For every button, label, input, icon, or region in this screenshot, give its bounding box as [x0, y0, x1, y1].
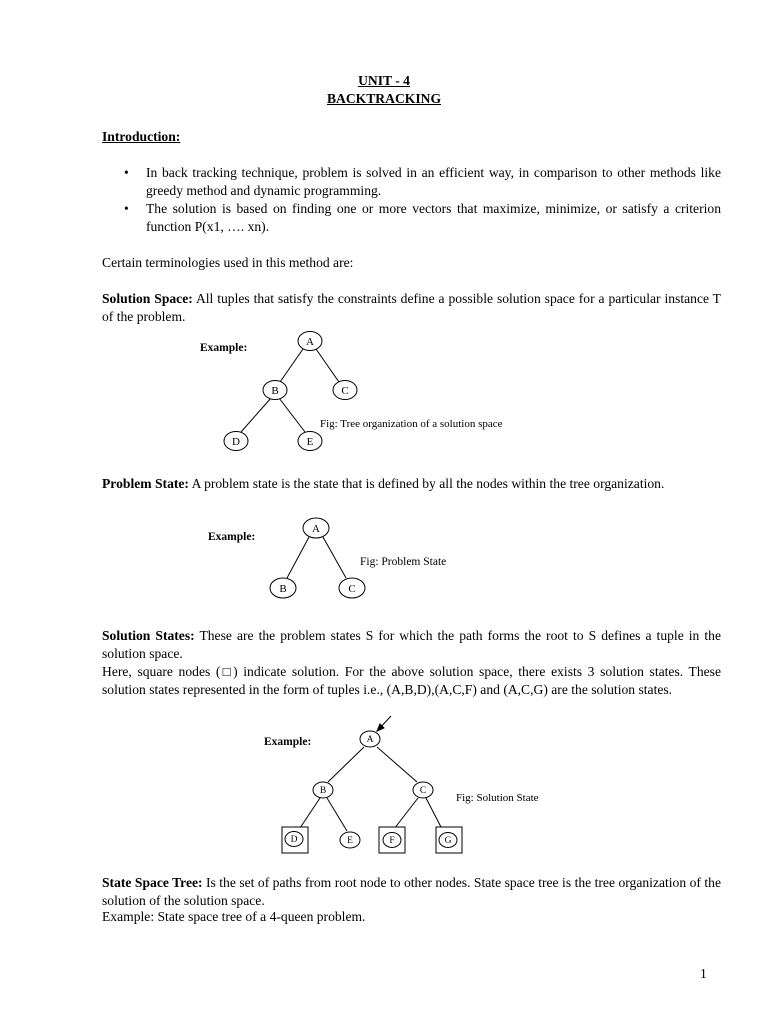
svg-text:B: B — [319, 786, 327, 796]
svg-text:C: C — [341, 385, 349, 397]
fig2-caption: Fig: Problem State — [360, 556, 447, 568]
svg-text:A: A — [366, 735, 374, 745]
solution-states-paragraph-2: Here, square nodes (□) indicate solution. For the above solution space, there exists 3 solution states. These solution states represented in the form of tuples i.e., (A,B,D),(A,C,F) and (A,C,G) are the solution states. — [102, 664, 721, 697]
svg-text:E: E — [306, 436, 314, 448]
fig3-node-f — [379, 827, 405, 853]
solution-space-paragraph: Solution Space: All tuples that satisfy the constraints define a possible solution space for a particular instance T of the problem. — [102, 291, 721, 324]
state-space-tree-paragraph: State Space Tree: Is the set of paths from root node to other nodes. State space tree is the tree organization of the solution of the solution space. — [102, 875, 721, 908]
fig3-node-d — [282, 827, 308, 853]
svg-text:F: F — [389, 836, 395, 846]
fig3-node-c — [413, 782, 433, 798]
fig3-node-g — [436, 827, 462, 853]
problem-state-term: Problem State: — [102, 476, 189, 491]
fig1-example-label: Example: — [200, 342, 248, 354]
bullet-icon: • — [124, 201, 129, 216]
solution-states-term: Solution States: — [102, 628, 195, 643]
intro-bullet-2: • The solution is based on finding one or more vectors that maximize, minimize, or satisfy a criterion function P(x1, …. xn). — [124, 201, 721, 234]
fig2-node-b — [270, 578, 296, 598]
svg-text:E: E — [347, 836, 353, 846]
problem-state-tree-figure — [200, 512, 480, 604]
page-number: 1 — [700, 966, 707, 981]
state-space-tree-term: State Space Tree: — [102, 875, 203, 890]
svg-text:G: G — [444, 836, 452, 846]
document-title: BACKTRACKING — [326, 91, 442, 106]
svg-text:A: A — [306, 336, 314, 348]
terminology-intro: Certain terminologies used in this method are: — [102, 255, 354, 270]
fig3-example-label: Example: — [264, 736, 312, 748]
svg-text:B: B — [271, 385, 279, 397]
svg-text:C: C — [419, 786, 427, 796]
fig2-node-c — [339, 578, 365, 598]
svg-text:D: D — [232, 436, 240, 448]
fig1-node-a — [298, 332, 322, 351]
unit-heading: UNIT - 4 — [358, 73, 410, 88]
fig1-node-e — [298, 432, 322, 451]
solution-state-tree-figure — [255, 712, 575, 860]
bullet-icon: • — [124, 165, 129, 180]
solution-states-paragraph: Solution States: These are the problem states S for which the path forms the root to S defines a tuple in the solution space. — [102, 628, 721, 661]
intro-heading: Introduction: — [102, 129, 181, 144]
svg-text:D: D — [290, 835, 298, 845]
fig3-node-a — [360, 731, 380, 747]
svg-text:B: B — [279, 583, 287, 595]
fig1-node-c — [333, 381, 357, 400]
intro-bullet-list — [102, 164, 721, 236]
intro-bullet-1: • In back tracking technique, problem is solved in an efficient way, in comparison to other methods like greedy method and dynamic programming. — [124, 165, 721, 198]
fig3-node-e — [340, 832, 360, 848]
solution-space-tree-figure — [190, 328, 570, 456]
fig1-caption: Fig: Tree organization of a solution space — [320, 418, 503, 430]
fig3-caption: Fig: Solution State — [456, 792, 539, 804]
fig1-node-d — [224, 432, 248, 451]
svg-text:C: C — [348, 583, 356, 595]
fig1-node-b — [263, 381, 287, 400]
state-space-tree-example: Example: State space tree of a 4-queen problem. — [102, 909, 366, 924]
fig2-node-a — [303, 518, 329, 538]
solution-space-term: Solution Space: — [102, 291, 193, 306]
svg-text:A: A — [312, 523, 320, 535]
fig2-example-label: Example: — [208, 531, 256, 543]
problem-state-paragraph: Problem State: A problem state is the state that is defined by all the nodes within the tree organization. — [102, 476, 665, 491]
fig3-node-b — [313, 782, 333, 798]
